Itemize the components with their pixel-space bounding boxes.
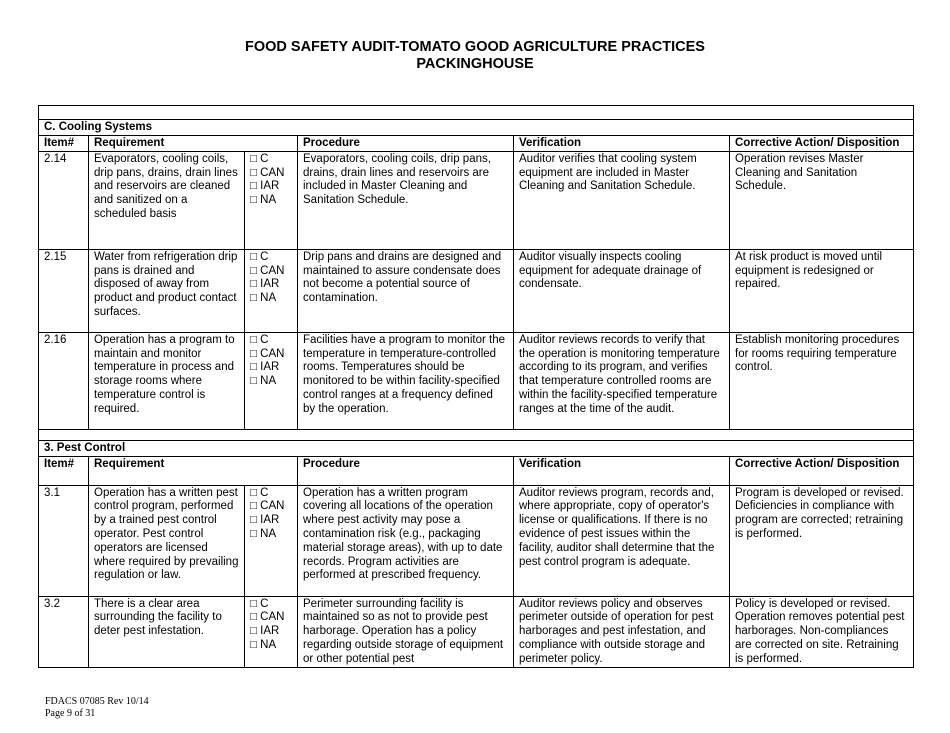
option-label: C [260, 333, 269, 346]
checkbox-icon: □ [250, 375, 257, 388]
item-number: 2.15 [39, 249, 89, 332]
verification-cell: Auditor verifies that cooling system equipment are included in Master Cleaning and Sanitation Schedule. [514, 151, 730, 249]
checkbox-option[interactable] [250, 639, 292, 653]
checkbox-option[interactable] [250, 194, 292, 208]
item-number: 2.16 [39, 332, 89, 429]
document-subtitle: PACKINGHOUSE [416, 56, 534, 72]
column-header-row [39, 135, 914, 151]
corrective-action-cell: At risk product is moved until equipment is redesigned or repaired. [730, 249, 914, 332]
procedure-cell: Facilities have a program to monitor the temperature in temperature-controlled rooms. Temperatures should be monitored to be within facility-specified control ranges at a frequency defined by the operation. [298, 332, 514, 429]
procedure-cell: Evaporators, cooling coils, drip pans, drains, drain lines and reservoirs are included in Master Cleaning and Sanitation Schedule. [298, 151, 514, 249]
section-header-cooling-systems [39, 120, 914, 136]
checkbox-option[interactable] [250, 167, 292, 181]
compliance-options [245, 485, 298, 596]
requirement-cell: Operation has a written pest control program, performed by a trained pest control operator. Pest control operators are licensed where required by prevailing regulation or law. [89, 485, 245, 596]
header-item: Item# [39, 456, 89, 485]
table-row [39, 332, 914, 429]
corrective-action-cell: Policy is developed or revised. Operation removes potential pest harborages. Non-compliances are corrected on site. Retraining is performed. [730, 596, 914, 667]
table-row [39, 596, 914, 667]
header-corrective-action: Corrective Action/ Disposition [730, 135, 914, 151]
checkbox-option[interactable] [250, 361, 292, 375]
section-spacer-row [39, 429, 914, 440]
requirement-cell: Water from refrigeration drip pans is drained and disposed of away from product and product contact surfaces. [89, 249, 245, 332]
table-row [39, 485, 914, 596]
header-procedure: Procedure [298, 135, 514, 151]
checkbox-option[interactable] [250, 375, 292, 389]
checkbox-option[interactable] [250, 514, 292, 528]
checkbox-icon: □ [250, 597, 257, 610]
checkbox-icon: □ [250, 278, 257, 291]
checkbox-icon: □ [250, 166, 257, 179]
option-label: CAN [260, 264, 285, 277]
checkbox-icon: □ [250, 611, 257, 624]
item-number: 2.14 [39, 151, 89, 249]
option-label: C [260, 250, 269, 263]
verification-cell: Auditor visually inspects cooling equipment for adequate drainage of condensate. [514, 249, 730, 332]
option-label: CAN [260, 611, 285, 624]
header-requirement: Requirement [89, 456, 298, 485]
procedure-cell: Drip pans and drains are designed and maintained to assure condensate does not become a potential source of contamination. [298, 249, 514, 332]
option-label: CAN [260, 500, 285, 513]
table-top-blank-row [39, 106, 914, 120]
header-verification: Verification [514, 456, 730, 485]
checkbox-option[interactable] [250, 251, 292, 265]
checkbox-icon: □ [250, 194, 257, 207]
verification-cell: Auditor reviews program, records and, where appropriate, copy of operator's license or qualifications. If there is no evidence of pest issues within the facility, auditor shall determine that the pest control program is adequate. [514, 485, 730, 596]
checkbox-option[interactable] [250, 278, 292, 292]
checkbox-icon: □ [250, 500, 257, 513]
option-label: IAR [260, 514, 280, 527]
requirement-cell: There is a clear area surrounding the facility to deter pest infestation. [89, 596, 245, 667]
item-number: 3.2 [39, 596, 89, 667]
compliance-options [245, 596, 298, 667]
corrective-action-cell: Program is developed or revised. Deficiencies in compliance with program are corrected; retraining is performed. [730, 485, 914, 596]
option-label: NA [260, 527, 277, 540]
checkbox-option[interactable] [250, 611, 292, 625]
checkbox-option[interactable] [250, 500, 292, 514]
audit-table [38, 105, 914, 668]
checkbox-icon: □ [250, 180, 257, 193]
option-label: CAN [260, 347, 285, 360]
checkbox-icon: □ [250, 250, 257, 263]
option-label: NA [260, 194, 277, 207]
compliance-options [245, 249, 298, 332]
document-title: FOOD SAFETY AUDIT-TOMATO GOOD AGRICULTURE PRACTICES [245, 39, 705, 55]
header-verification: Verification [514, 135, 730, 151]
header-requirement: Requirement [89, 135, 298, 151]
section-title: C. Cooling Systems [39, 120, 914, 136]
section-title: 3. Pest Control [39, 440, 914, 456]
checkbox-icon: □ [250, 486, 257, 499]
header-procedure: Procedure [298, 456, 514, 485]
option-label: C [260, 597, 269, 610]
procedure-cell: Operation has a written program covering all locations of the operation where pest activity may pose a contamination risk (e.g., packaging material storage areas), with up to date records. Program activities are performed at prescribed frequency. [298, 485, 514, 596]
checkbox-icon: □ [250, 638, 257, 651]
option-label: IAR [260, 361, 280, 374]
checkbox-option[interactable] [250, 153, 292, 167]
page-number: Page 9 of 31 [45, 708, 96, 719]
checkbox-option[interactable] [250, 528, 292, 542]
checkbox-option[interactable] [250, 180, 292, 194]
procedure-cell: Perimeter surrounding facility is maintained so as not to provide pest harborage. Operation has a policy regarding outside storage of equipment or other potential pest [298, 596, 514, 667]
checkbox-option[interactable] [250, 348, 292, 362]
compliance-options [245, 151, 298, 249]
requirement-cell: Operation has a program to maintain and monitor temperature in process and storage rooms where temperature control is required. [89, 332, 245, 429]
verification-cell: Auditor reviews policy and observes perimeter outside of operation for pest harborages and pest infestation, and compliance with outside storage and perimeter policy. [514, 596, 730, 667]
checkbox-icon: □ [250, 264, 257, 277]
option-label: IAR [260, 278, 280, 291]
option-label: NA [260, 375, 277, 388]
checkbox-icon: □ [250, 152, 257, 165]
checkbox-option[interactable] [250, 598, 292, 612]
option-label: NA [260, 638, 277, 651]
option-label: IAR [260, 625, 280, 638]
option-label: CAN [260, 166, 285, 179]
checkbox-icon: □ [250, 361, 257, 374]
checkbox-option[interactable] [250, 334, 292, 348]
option-label: NA [260, 292, 277, 305]
table-row [39, 151, 914, 249]
corrective-action-cell: Establish monitoring procedures for rooms requiring temperature control. [730, 332, 914, 429]
header-item: Item# [39, 135, 89, 151]
corrective-action-cell: Operation revises Master Cleaning and Sanitation Schedule. [730, 151, 914, 249]
checkbox-option[interactable] [250, 292, 292, 306]
checkbox-option[interactable] [250, 625, 292, 639]
checkbox-icon: □ [250, 292, 257, 305]
option-label: C [260, 486, 269, 499]
checkbox-icon: □ [250, 333, 257, 346]
item-number: 3.1 [39, 485, 89, 596]
column-header-row [39, 456, 914, 485]
compliance-options [245, 332, 298, 429]
checkbox-icon: □ [250, 527, 257, 540]
option-label: C [260, 152, 269, 165]
section-header-pest-control [39, 440, 914, 456]
verification-cell: Auditor reviews records to verify that the operation is monitoring temperature according to its program, and verifies that temperature controlled rooms are within the facility-specified temperature ranges at the time of the audit. [514, 332, 730, 429]
header-corrective-action: Corrective Action/ Disposition [730, 456, 914, 485]
option-label: IAR [260, 180, 280, 193]
checkbox-icon: □ [250, 625, 257, 638]
checkbox-option[interactable] [250, 487, 292, 501]
requirement-cell: Evaporators, cooling coils, drip pans, drains, drain lines and reservoirs are cleaned and sanitized on a scheduled basis [89, 151, 245, 249]
checkbox-icon: □ [250, 347, 257, 360]
form-number: FDACS 07085 Rev 10/14 [45, 696, 149, 707]
checkbox-icon: □ [250, 514, 257, 527]
table-row [39, 249, 914, 332]
checkbox-option[interactable] [250, 265, 292, 279]
